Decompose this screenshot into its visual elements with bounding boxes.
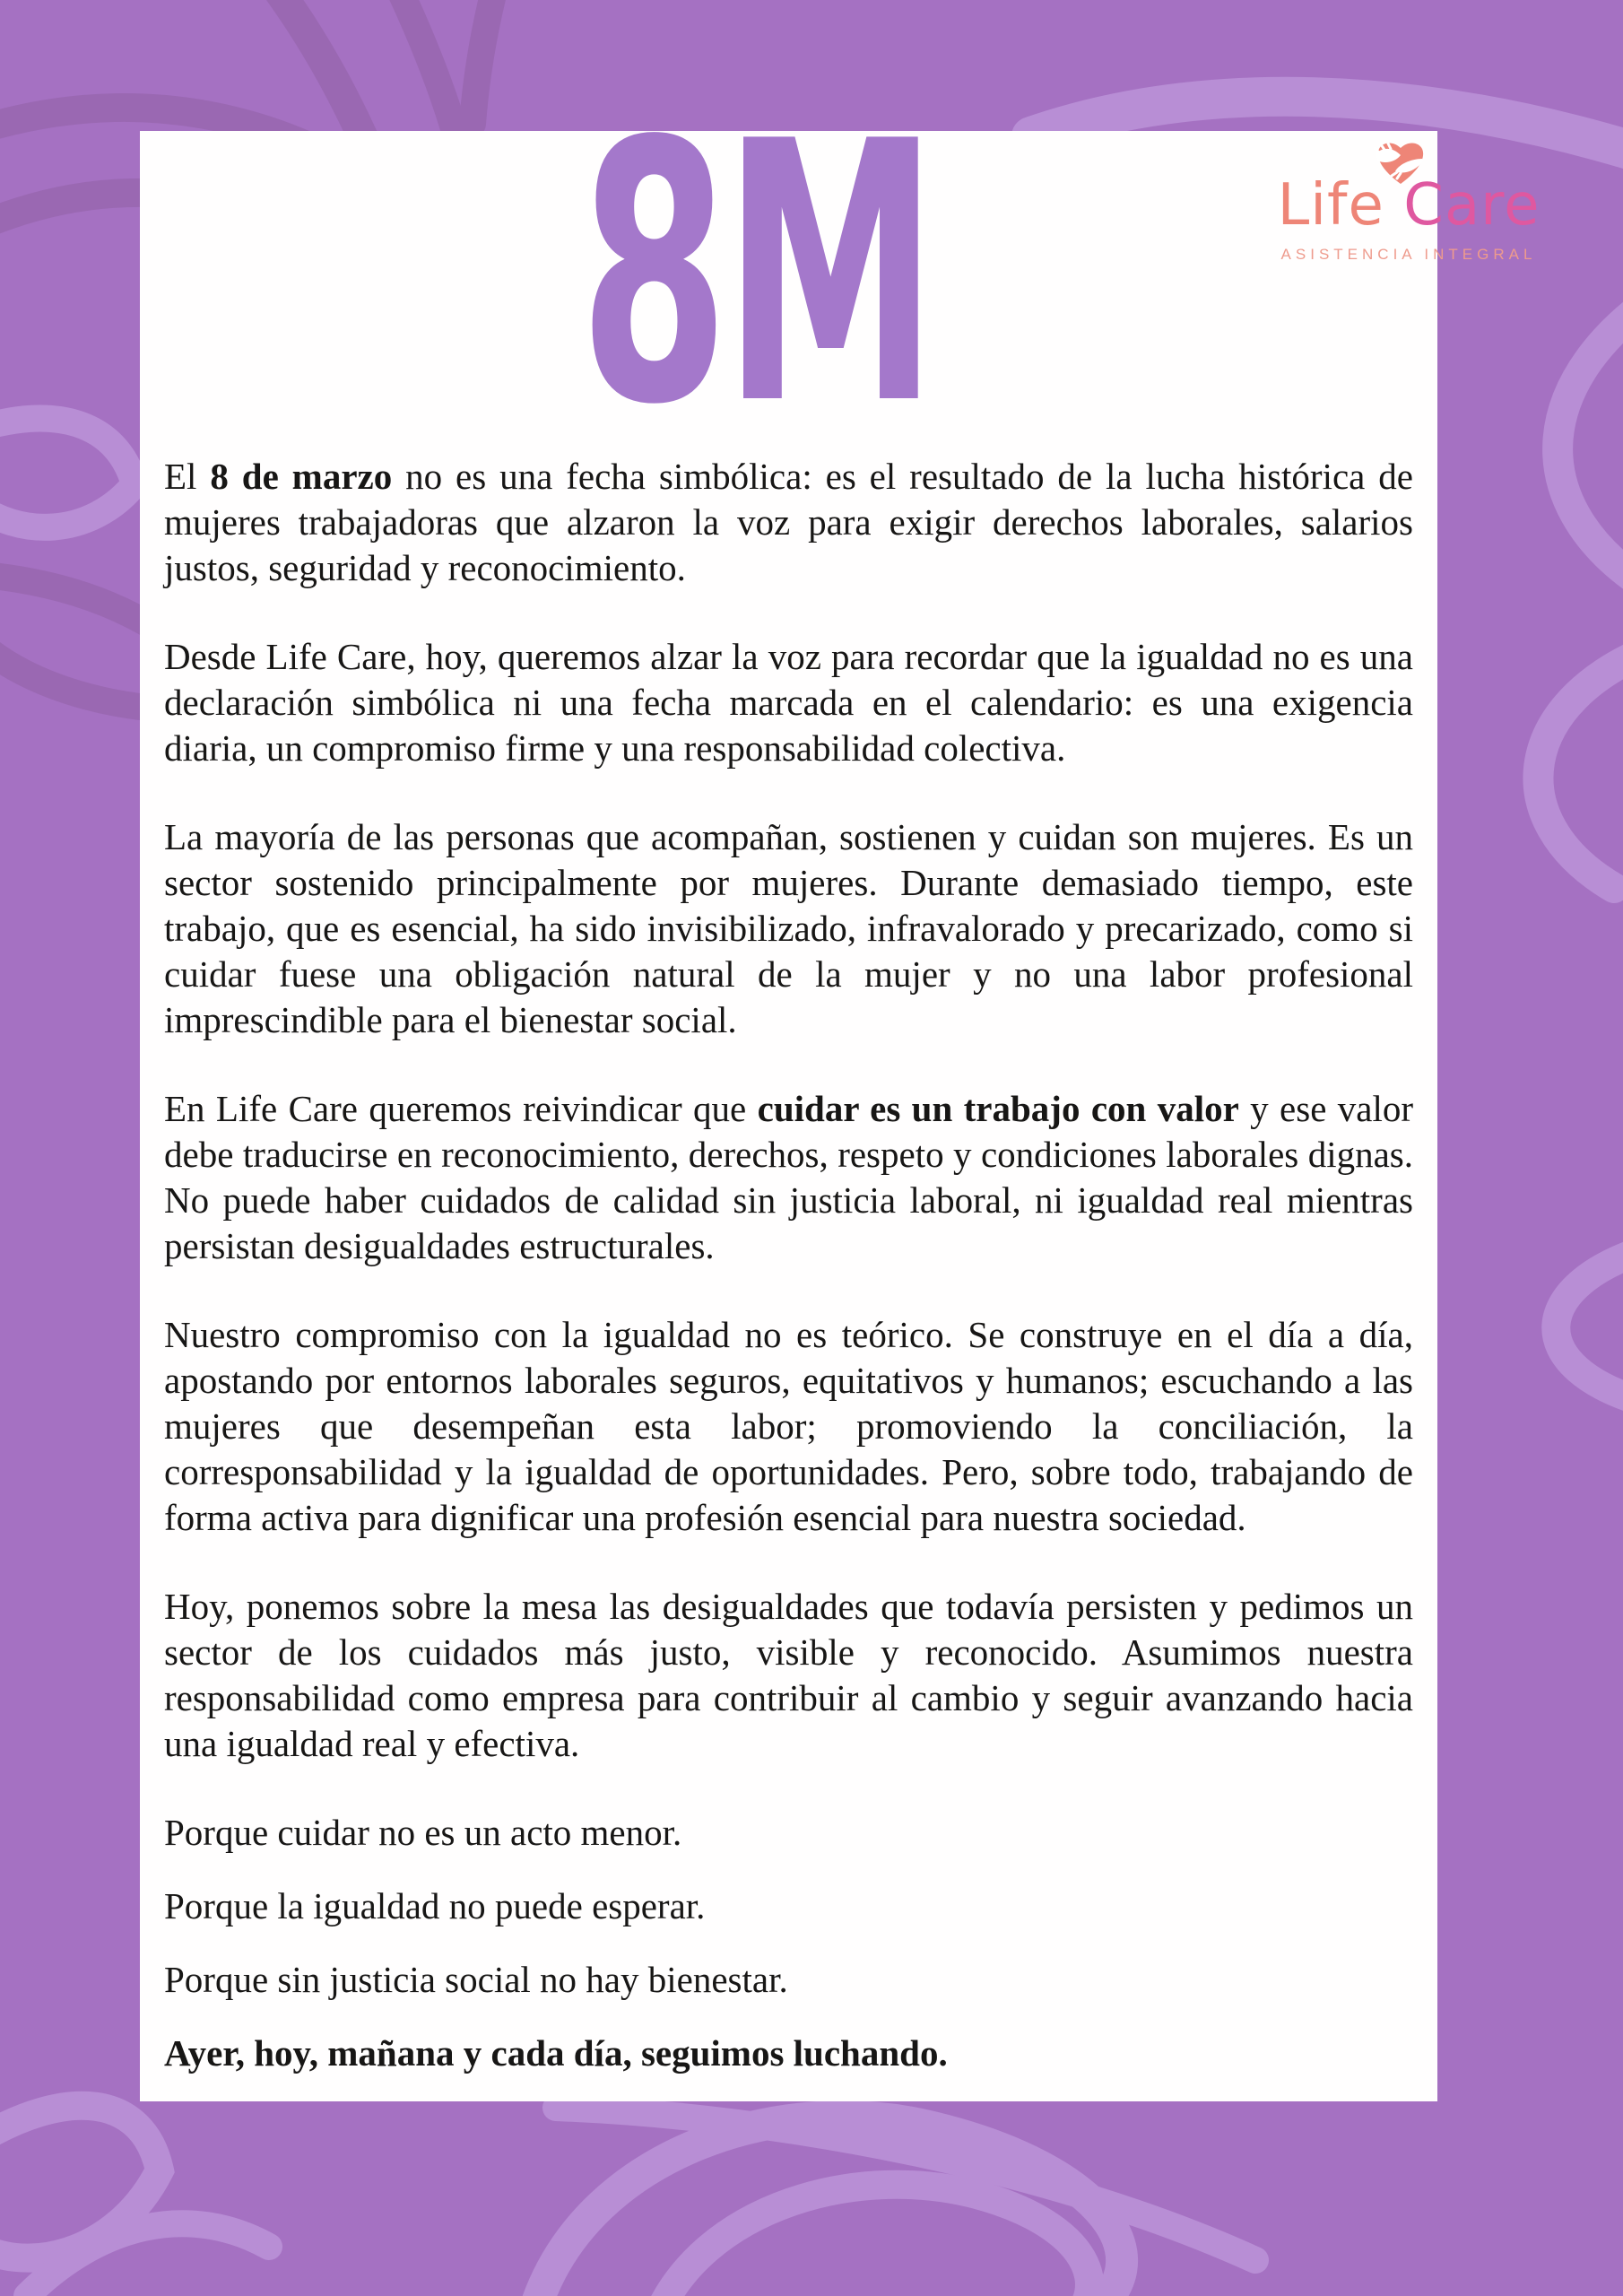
paragraph-2: Desde Life Care, hoy, queremos alzar la voz para recordar que la igualdad no es una declaración simbólica ni una fecha marcada en el calendario: es una exigencia diaria, un compromiso firme y una responsabilidad colectiva. bbox=[164, 636, 1413, 769]
letter-body bbox=[164, 454, 1413, 2076]
lifecare-logo-wordmark bbox=[960, 174, 1623, 237]
paragraph-8: Porque la igualdad no puede esperar. bbox=[164, 1885, 706, 1926]
paragraph-6: Hoy, ponemos sobre la mesa las desigualdades que todavía persisten y pedimos un sector de los cuidados más justo, visible y reconocido. Asumimos nuestra responsabilidad como empresa para contribuir al cambio y seguir avanzando hacia una igualdad real y efectiva. bbox=[164, 1586, 1413, 1764]
paragraph-9: Porque sin justicia social no hay bienestar. bbox=[164, 1959, 788, 2000]
paragraph-1: El 8 de marzo no es una fecha simbólica: es el resultado de la lucha histórica de mujeres trabajadoras que alzaron la voz para exigir derechos laborales, salarios justos, seguridad y reconocimiento. bbox=[164, 456, 1413, 588]
bold-text: Ayer, hoy, mañana y cada día, seguimos luchando. bbox=[164, 2032, 948, 2074]
document-card bbox=[140, 66, 1541, 2101]
logo-tagline: ASISTENCIA INTEGRAL bbox=[1280, 246, 1537, 263]
title-8m: 8M bbox=[579, 66, 933, 483]
bold-text: cuidar es un trabajo con valor bbox=[757, 1088, 1239, 1129]
logo-care-text: Care bbox=[1384, 172, 1541, 239]
paragraph-4: En Life Care queremos reivindicar que cuidar es un trabajo con valor y ese valor debe traducirse en reconocimiento, derechos, respeto y condiciones laborales dignas. No puede haber cuidados de calidad sin justicia laboral, ni igualdad real mientras persistan desigualdades estructurales. bbox=[164, 1088, 1414, 1266]
paragraph-7: Porque cuidar no es un acto menor. bbox=[164, 1812, 682, 1853]
paragraph-10 bbox=[164, 2031, 1413, 2076]
logo-life-text: Life bbox=[1277, 172, 1384, 239]
paragraph-5: Nuestro compromiso con la igualdad no es teórico. Se construye en el día a día, apostando por entornos laborales seguros, equitativos y humanos; escuchando a las mujeres que desempeñan esta labor; promoviendo la conciliación, la corresponsabilidad y la igualdad de oportunidades. Pero, sobre todo, trabajando de forma activa para dignificar una profesión esencial para nuestra sociedad. bbox=[164, 1314, 1413, 1538]
bold-text: 8 de marzo bbox=[210, 456, 393, 497]
paragraph-3: La mayoría de las personas que acompañan, sostienen y cuidan son mujeres. Es un sector sostenido principalmente por mujeres. Durante demasiado tiempo, este trabajo, que es esencial, ha sido invisibilizado, infravalorado y precarizado, como si cuidar fuese una obligación natural de la mujer y no una labor profesional imprescindible para el bienestar social. bbox=[164, 816, 1413, 1040]
